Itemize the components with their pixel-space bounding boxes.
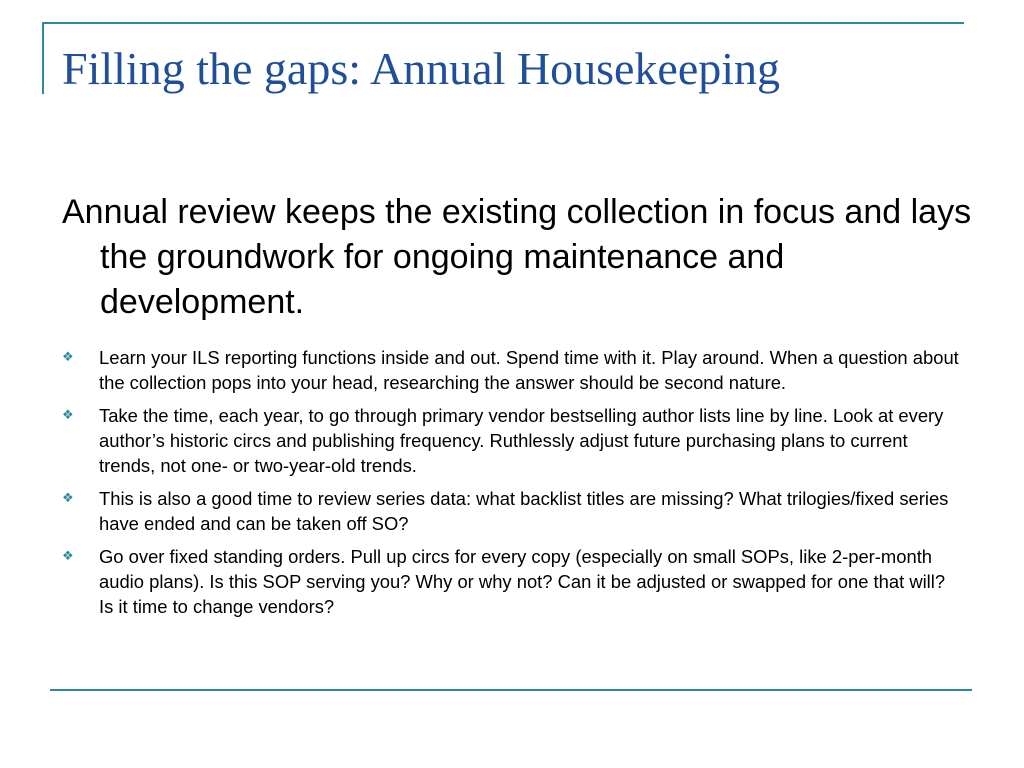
footer-accent-rule (50, 689, 972, 691)
diamond-bullet-icon: ❖ (62, 549, 74, 564)
bullet-item (62, 544, 962, 619)
diamond-bullet-icon: ❖ (62, 491, 74, 506)
slide-title: Filling the gaps: Annual Housekeeping (62, 43, 781, 94)
bullet-text: This is also a good time to review series data: what backlist titles are missing? What trilogies/fixed series have ended and can be taken off SO? (99, 488, 949, 534)
bullet-text: Learn your ILS reporting functions inside and out. Spend time with it. Play around. When a question about the collection pops into your head, researching the answer should be second nature. (99, 347, 959, 393)
bullet-item (62, 403, 962, 478)
diamond-bullet-icon: ❖ (62, 408, 74, 423)
bullet-item (62, 486, 962, 536)
bullet-item (62, 345, 962, 395)
bullet-text: Go over fixed standing orders. Pull up circs for every copy (especially on small SOPs, like 2-per-month audio plans). Is this SOP serving you? Why or why not? Can it be adjusted or swapped for one that will? Is it time to change vendors? (99, 546, 946, 617)
lead-paragraph: Annual review keeps the existing collection in focus and lays the groundwork for ongoing maintenance and development. (62, 193, 972, 321)
title-accent-vertical-rule (42, 22, 44, 94)
title-accent-top-rule (42, 22, 964, 24)
bullet-list (62, 345, 962, 627)
bullet-text: Take the time, each year, to go through primary vendor bestselling author lists line by line. Look at every author’s historic circs and publishing frequency. Ruthlessly adjust future purchasing plans to current trends, not one- or two-year-old trends. (99, 405, 944, 476)
diamond-bullet-icon: ❖ (62, 350, 74, 365)
